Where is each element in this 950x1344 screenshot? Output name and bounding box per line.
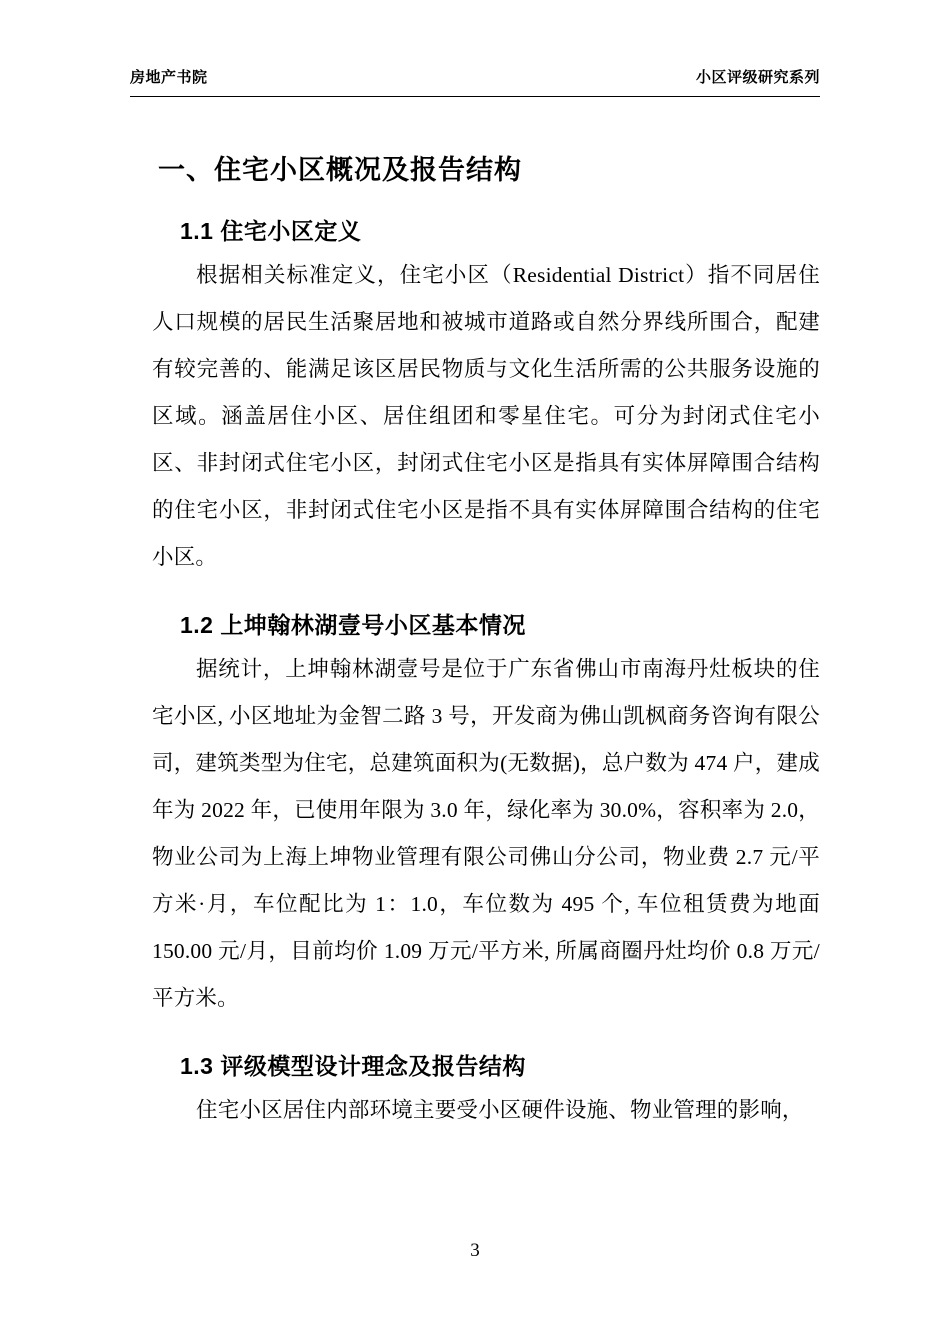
subsection-title-1-1: 1.1 住宅小区定义: [180, 218, 362, 244]
paragraph-1-1: 根据相关标准定义，住宅小区（Residential District）指不同居住人口规模的居民生活聚居地和被城市道路或自然分界线所围合，配建有较完善的、能满足该区居民物质与文化生活所需的公共服务设施的区域。涵盖居住小区、居住组团和零星住宅。可分为封闭式住宅小区、非封闭式住宅小区，封闭式住宅小区是指具有实体屏障围合结构的住宅小区，非封闭式住宅小区是指不具有实体屏障围合结构的住宅小区。: [152, 263, 820, 569]
paragraph-1-3: 住宅小区居住内部环境主要受小区硬件设施、物业管理的影响，: [196, 1098, 804, 1122]
subsection-title-1-3: 1.3 评级模型设计理念及报告结构: [180, 1053, 526, 1079]
header-right-text: 小区评级研究系列: [695, 69, 820, 86]
header-divider: [130, 96, 820, 97]
section-title: 一、住宅小区概况及报告结构: [158, 155, 522, 185]
paragraph-1-2: 据统计，上坤翰林湖壹号是位于广东省佛山市南海丹灶板块的住宅小区, 小区地址为金智二路 3 号，开发商为佛山凯枫商务咨询有限公司，建筑类型为住宅，总建筑面积为(无数据)，总户数为 474 户，建成年为 2022 年，已使用年限为 3.0 年，绿化率为 30.0%，容积率为 2.0，物业公司为上海上坤物业管理有限公司佛山分公司，物业费 2.7 元/平方米·月，车位配比为 1：1.0，车位数为 495 个, 车位租赁费为地面 150.00 元/月，目前均价 1.09 万元/平方米, 所属商圈丹灶均价 0.8 万元/平方米。: [152, 657, 820, 1010]
page-header: [130, 66, 820, 87]
header-left-text: 房地产书院: [130, 69, 208, 86]
page-number: 3: [470, 1240, 480, 1261]
subsection-title-1-2: 1.2 上坤翰林湖壹号小区基本情况: [180, 612, 526, 638]
page-content: [152, 130, 820, 1134]
